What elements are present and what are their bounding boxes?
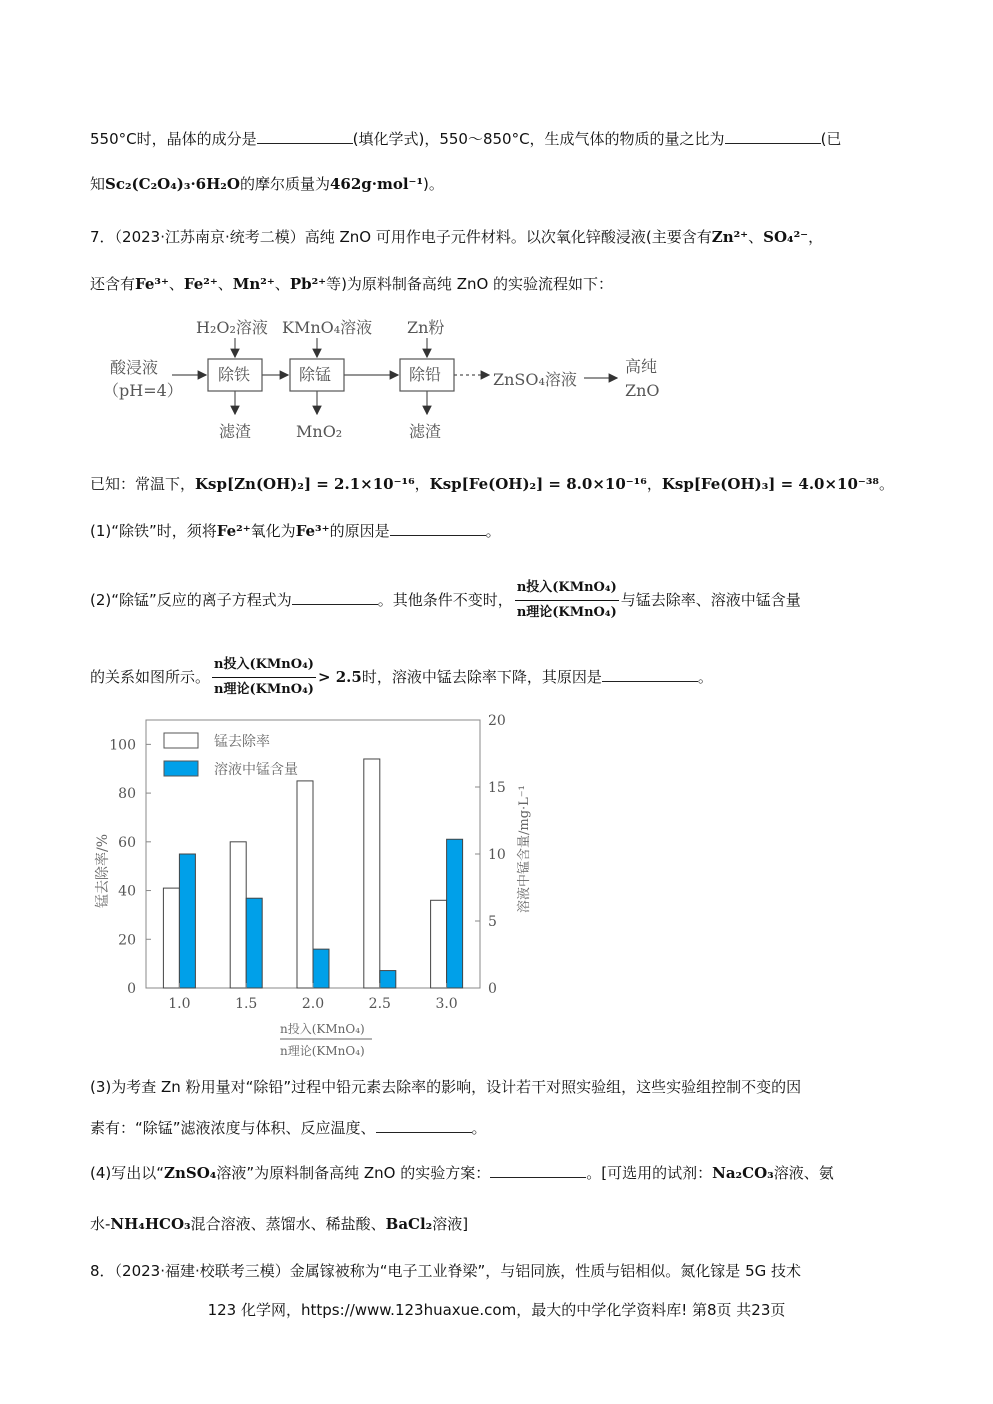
flow-start-label: 酸浸液 (110, 358, 159, 377)
q7-p2-text: 。 (697, 668, 713, 686)
process-flow-diagram (100, 312, 700, 452)
q7-p3-text: 素有：“除锰”滤液浓度与体积、反应温度、 (90, 1119, 376, 1137)
answer-blank (390, 520, 486, 536)
q7-part-3 (90, 1076, 905, 1098)
q7-intro-text: 7．（2023·江苏南京·统考二模）高纯 ZnO 可用作电子元件材料。以次氧化锌酸浸液(主要含有 (90, 228, 712, 246)
ksp-zn-oh2: Ksp[Zn(OH)₂] = 2.1×10⁻¹⁶ (195, 475, 415, 493)
legend-label-removal-rate: 锰去除率 (214, 734, 270, 750)
flow-step-1: 除铁 (218, 365, 251, 384)
formula-bacl2: BaCl₂ (385, 1215, 433, 1233)
bar-mn-content (447, 839, 463, 988)
y-axis-left-label: 锰去除率/% (95, 833, 111, 908)
bar-removal-rate (230, 842, 246, 988)
q7-part-4 (90, 1162, 905, 1184)
ion-fe3: Fe³⁺ (295, 522, 330, 540)
fraction-numerator: n投入(KMnO₄) (515, 577, 619, 601)
q6-text-2c: )。 (423, 175, 444, 193)
ion-pb: Pb²⁺ (289, 275, 327, 293)
q7-p4-text: 溶液、氨 (773, 1164, 834, 1182)
q7-intro-line-2 (90, 273, 905, 295)
answer-blank (490, 1162, 586, 1178)
q6-line-1 (90, 128, 905, 150)
q7-part-1 (90, 520, 905, 542)
separator: 。 (879, 475, 895, 493)
q6-text-1a: 550°C时，晶体的成分是 (90, 130, 257, 148)
flow-output-1: 滤渣 (219, 422, 252, 441)
formula-znso4: ZnSO₄ (164, 1164, 217, 1182)
flow-reagent-1: H₂O₂溶液 (196, 318, 268, 337)
q6-text-1b: (填化学式)，550～850°C，生成气体的物质的量之比为 (352, 130, 725, 148)
bar-removal-rate (297, 781, 313, 988)
kmno4-ratio-fraction (515, 577, 619, 624)
y-axis-right-label: 溶液中锰含量/mg·L⁻¹ (517, 785, 532, 913)
separator: 、 (748, 228, 764, 246)
x-tick-label: 1.0 (168, 996, 191, 1012)
ksp-fe-oh3: Ksp[Fe(OH)₃] = 4.0×10⁻³⁸ (661, 475, 879, 493)
legend-swatch-removal-rate (164, 733, 198, 748)
y-left-tick-label: 0 (127, 981, 136, 997)
manganese-removal-chart (80, 708, 540, 1068)
q7-p4-text: 。[可选用的试剂： (586, 1164, 713, 1182)
q6-text-2a: 知 (90, 175, 106, 193)
y-right-tick-label: 10 (488, 847, 506, 863)
bar-mn-content (246, 898, 262, 988)
flow-end-2: ZnO (625, 381, 660, 400)
answer-blank (292, 589, 378, 605)
q7-p2-text: 与锰去除率、溶液中锰含量 (620, 591, 801, 609)
answer-blank (725, 128, 821, 144)
page-footer: 123 化学网，https://www.123huaxue.com，最大的中学化学资料库! 第8页 共23页 (207, 1301, 786, 1319)
legend-label-mn-content: 溶液中锰含量 (214, 762, 298, 778)
x-tick-label: 2.5 (368, 996, 391, 1012)
ion-fe2: Fe²⁺ (183, 275, 218, 293)
q7-p3-text: (3)为考查 Zn 粉用量对“除铅”过程中铅元素去除率的影响，设计若干对照实验组，这些实验组控制不变的因 (90, 1078, 802, 1096)
x-tick-label: 3.0 (435, 996, 458, 1012)
formula-nh4hco3: NH₄HCO₃ (110, 1215, 191, 1233)
flow-output-3: 滤渣 (409, 422, 442, 441)
bar-mn-content (179, 854, 195, 988)
q7-p1-text: (1)“除铁”时，须将 (90, 522, 217, 540)
q8-intro (90, 1260, 905, 1282)
ion-fe3: Fe³⁺ (135, 275, 169, 293)
q7-p4-text: 水- (90, 1215, 111, 1233)
known-label: 已知：常温下， (90, 475, 196, 493)
q7-p1-text: 氧化为 (250, 522, 296, 540)
answer-blank (257, 128, 353, 144)
q6-text-1c: (已 (820, 130, 842, 148)
bar-mn-content (313, 949, 329, 988)
formula-na2co3: Na₂CO₃ (712, 1164, 774, 1182)
flow-end-1: 高纯 (625, 357, 658, 376)
x-tick-label: 2.0 (301, 996, 325, 1012)
q7-p1-text: 的原因是 (329, 522, 390, 540)
q7-p4-text: 溶液] (432, 1215, 469, 1233)
bar-removal-rate (364, 759, 380, 988)
flow-step-3: 除铅 (409, 365, 442, 384)
bar-removal-rate (163, 888, 179, 988)
fraction-numerator: n投入(KMnO₄) (212, 654, 316, 678)
answer-blank (376, 1117, 472, 1133)
y-right-tick-label: 5 (488, 914, 497, 930)
y-left-tick-label: 40 (118, 883, 136, 900)
q7-p2-text: 时，溶液中锰去除率下降，其原因是 (361, 668, 602, 686)
x-tick-label: 1.5 (235, 996, 258, 1012)
fraction-denominator: n理论(KMnO₄) (214, 682, 314, 697)
flow-mid-product: ZnSO₄溶液 (493, 370, 577, 389)
formula-sc2c2o43: Sc₂(C₂O₄)₃·6H₂O (105, 175, 240, 193)
q7-p3-text: 。 (471, 1119, 487, 1137)
flow-start-ph: （pH=4） (103, 381, 183, 400)
flow-step-2: 除锰 (299, 365, 332, 384)
flow-reagent-2: KMnO₄溶液 (282, 318, 373, 337)
q7-text: 等)为原料制备高纯 ZnO 的实验流程如下： (326, 275, 614, 293)
kmno4-ratio-fraction (212, 654, 316, 701)
q7-p4-text: 混合溶液、蒸馏水、稀盐酸、 (190, 1215, 386, 1233)
bar-removal-rate (431, 900, 447, 988)
ratio-threshold: > 2.5 (317, 668, 362, 686)
y-left-tick-label: 100 (109, 737, 136, 754)
y-left-tick-label: 80 (118, 786, 136, 803)
q7-part-4-line-2 (90, 1213, 905, 1235)
known-ksp-line (90, 473, 905, 495)
ion-fe2: Fe²⁺ (216, 522, 251, 540)
q6-line-2 (90, 173, 905, 195)
fraction-denominator: n理论(KMnO₄) (516, 605, 617, 620)
y-right-tick-label: 0 (488, 981, 497, 997)
y-right-tick-label: 15 (488, 780, 506, 796)
ion-so4: SO₄²⁻ (763, 228, 809, 246)
q7-p2-text: (2)“除锰”反应的离子方程式为 (90, 591, 292, 609)
molar-mass: 462g·mol⁻¹ (329, 175, 424, 193)
x-axis-label-numerator: n投入(KMnO₄) (280, 1022, 365, 1036)
y-right-tick-label: 20 (488, 713, 506, 729)
y-left-tick-label: 20 (118, 932, 136, 949)
separator: ， (808, 228, 824, 246)
q7-p2-text: 。其他条件不变时， (377, 591, 513, 609)
q7-part-2 (90, 577, 905, 624)
q7-text: 还含有 (90, 275, 136, 293)
q6-text-2b: 的摩尔质量为 (239, 175, 330, 193)
x-axis-label-denominator: n理论(KMnO₄) (280, 1044, 365, 1058)
answer-blank (602, 666, 698, 682)
separator: 、 (274, 275, 290, 293)
flow-reagent-3: Zn粉 (407, 318, 445, 337)
q7-p1-text: 。 (485, 522, 501, 540)
q7-p2-text: 的关系如图所示。 (90, 668, 211, 686)
ksp-fe-oh2: Ksp[Fe(OH)₂] = 8.0×10⁻¹⁶ (429, 475, 647, 493)
ion-mn: Mn²⁺ (232, 275, 275, 293)
q7-part-3-line-2 (90, 1117, 905, 1139)
separator: ， (414, 475, 430, 493)
q7-p4-text: (4)写出以“ (90, 1164, 165, 1182)
bar-mn-content (380, 971, 396, 988)
q7-intro (90, 226, 905, 248)
separator: 、 (217, 275, 233, 293)
flow-output-2: MnO₂ (296, 422, 343, 441)
separator: 、 (168, 275, 184, 293)
ion-zn: Zn²⁺ (711, 228, 749, 246)
legend-swatch-mn-content (164, 761, 198, 776)
q8-intro-text: 8．（2023·福建·校联考三模）金属镓被称为“电子工业脊梁”，与铝同族，性质与铝相似。氮化镓是 5G 技术 (90, 1262, 802, 1280)
separator: ， (646, 475, 662, 493)
q7-part-2-line-2 (90, 654, 905, 701)
y-left-tick-label: 60 (118, 834, 136, 851)
q7-p4-text: 溶液”为原料制备高纯 ZnO 的实验方案： (216, 1164, 491, 1182)
